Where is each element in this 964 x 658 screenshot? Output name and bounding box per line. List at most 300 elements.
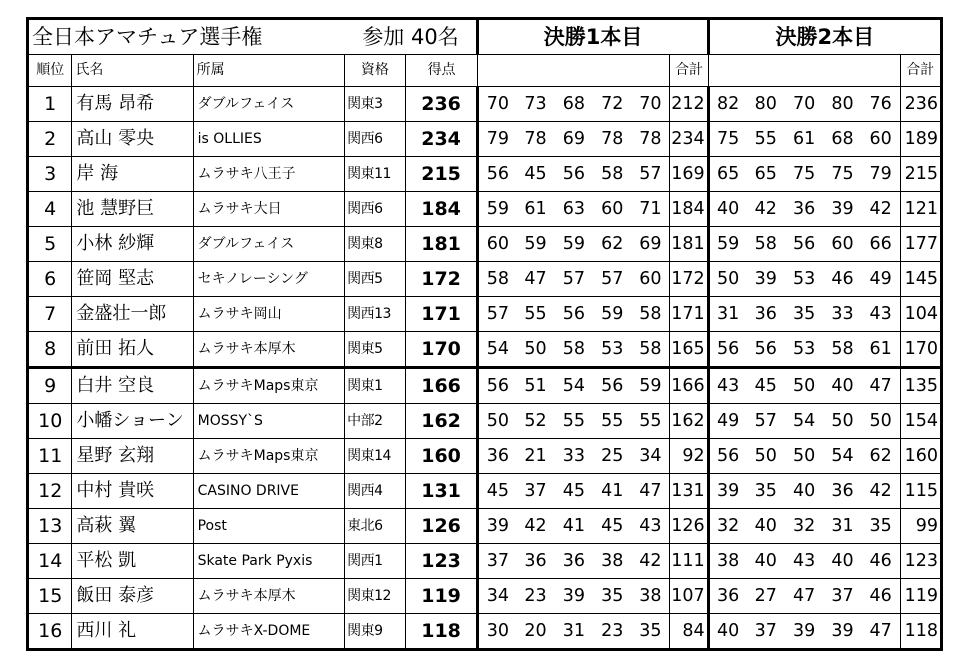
final-score: 181 <box>405 227 478 262</box>
team-name: ムラサキ本厚木 <box>193 579 345 614</box>
table-row <box>28 614 942 650</box>
rank-cell: 2 <box>28 122 72 157</box>
qualification: 中部2 <box>345 404 406 439</box>
run-score: 42 <box>862 192 900 227</box>
qualification: 関東8 <box>345 227 406 262</box>
qualification: 関東12 <box>345 579 406 614</box>
run-score: 56 <box>555 157 593 192</box>
table-row <box>28 404 942 439</box>
col-total-run1: 合計 <box>670 55 708 87</box>
team-name: ムラサキMaps東京 <box>193 439 345 474</box>
run-score: 39 <box>478 509 516 544</box>
run-score: 60 <box>631 262 669 297</box>
athlete-name: 西川 礼 <box>72 614 193 650</box>
run-score: 32 <box>708 509 746 544</box>
team-name: ムラサキ本厚木 <box>193 332 345 368</box>
run-score: 73 <box>516 87 554 122</box>
run-total: 212 <box>670 87 708 122</box>
run-score: 75 <box>823 157 861 192</box>
run-score: 62 <box>862 439 900 474</box>
run-score: 78 <box>631 122 669 157</box>
run-score: 70 <box>631 87 669 122</box>
team-name: ダブルフェイス <box>193 227 345 262</box>
run-score: 59 <box>478 192 516 227</box>
run-score: 60 <box>823 227 861 262</box>
run-score: 54 <box>555 368 593 404</box>
rank-cell: 12 <box>28 474 72 509</box>
run-score: 23 <box>593 614 631 650</box>
run-score: 50 <box>785 368 823 404</box>
run-score: 80 <box>823 87 861 122</box>
table-row <box>28 544 942 579</box>
final-score: 123 <box>405 544 478 579</box>
run-score: 40 <box>823 544 861 579</box>
run-total: 121 <box>900 192 941 227</box>
run-score: 59 <box>555 227 593 262</box>
rank-cell: 3 <box>28 157 72 192</box>
athlete-name: 岸 海 <box>72 157 193 192</box>
qualification: 関西1 <box>345 544 406 579</box>
run-score: 45 <box>747 368 785 404</box>
run-score: 38 <box>631 579 669 614</box>
run-score: 59 <box>708 227 746 262</box>
run-score: 68 <box>823 122 861 157</box>
run-score: 37 <box>516 474 554 509</box>
qualification: 関東14 <box>345 439 406 474</box>
run-score: 33 <box>823 297 861 332</box>
run-score: 57 <box>631 157 669 192</box>
run-score: 55 <box>631 404 669 439</box>
run-score: 61 <box>862 332 900 368</box>
team-name: MOSSY`S <box>193 404 345 439</box>
run-score: 57 <box>593 262 631 297</box>
run-score: 55 <box>747 122 785 157</box>
run-total: 234 <box>670 122 708 157</box>
run-score: 43 <box>708 368 746 404</box>
run-score: 60 <box>862 122 900 157</box>
final-run2-header: 決勝2本目 <box>708 19 941 55</box>
run-score: 35 <box>747 474 785 509</box>
run-score: 32 <box>785 509 823 544</box>
run-total: 123 <box>900 544 941 579</box>
team-name: ムラサキMaps東京 <box>193 368 345 404</box>
run-score: 58 <box>478 262 516 297</box>
run-score: 43 <box>785 544 823 579</box>
run-score: 37 <box>478 544 516 579</box>
final-score: 236 <box>405 87 478 122</box>
run-total: 118 <box>900 614 941 650</box>
col-team: 所属 <box>193 55 345 87</box>
run-score: 49 <box>708 404 746 439</box>
final-score: 131 <box>405 474 478 509</box>
rank-cell: 11 <box>28 439 72 474</box>
run-score: 36 <box>785 192 823 227</box>
team-name: CASINO DRIVE <box>193 474 345 509</box>
run-score: 56 <box>478 368 516 404</box>
table-row <box>28 332 942 368</box>
run-total: 126 <box>670 509 708 544</box>
run-score: 31 <box>555 614 593 650</box>
qualification: 関西5 <box>345 262 406 297</box>
run-score: 58 <box>593 157 631 192</box>
table-row <box>28 474 942 509</box>
qualification: 関西6 <box>345 122 406 157</box>
team-name: Skate Park Pyxis <box>193 544 345 579</box>
qualification: 関西13 <box>345 297 406 332</box>
rank-cell: 4 <box>28 192 72 227</box>
team-name: ムラサキ大日 <box>193 192 345 227</box>
run-score: 35 <box>593 579 631 614</box>
run-score: 69 <box>555 122 593 157</box>
run-score: 60 <box>593 192 631 227</box>
run-score: 23 <box>516 579 554 614</box>
athlete-name: 笹岡 堅志 <box>72 262 193 297</box>
run-score: 39 <box>785 614 823 650</box>
run-score: 72 <box>593 87 631 122</box>
run-total: 160 <box>900 439 941 474</box>
run-score: 61 <box>516 192 554 227</box>
run-score: 46 <box>862 544 900 579</box>
run-score: 58 <box>747 227 785 262</box>
run-total: 84 <box>670 614 708 650</box>
final-score: 172 <box>405 262 478 297</box>
run-total: 189 <box>900 122 941 157</box>
athlete-name: 金盛壮一郎 <box>72 297 193 332</box>
run-score: 40 <box>823 368 861 404</box>
run-score: 50 <box>862 404 900 439</box>
run-total: 154 <box>900 404 941 439</box>
run-score: 47 <box>862 614 900 650</box>
table-row <box>28 579 942 614</box>
run-score: 56 <box>747 332 785 368</box>
run-score: 51 <box>516 368 554 404</box>
table-row <box>28 262 942 297</box>
athlete-name: 高萩 翼 <box>72 509 193 544</box>
run-score: 30 <box>478 614 516 650</box>
team-name: セキノレーシング <box>193 262 345 297</box>
run-total: 111 <box>670 544 708 579</box>
run-score: 43 <box>862 297 900 332</box>
run-score: 25 <box>593 439 631 474</box>
run-total: 169 <box>670 157 708 192</box>
run-score: 62 <box>593 227 631 262</box>
run-score: 39 <box>823 192 861 227</box>
run-score: 47 <box>862 368 900 404</box>
run-score: 69 <box>631 227 669 262</box>
run-score: 56 <box>478 157 516 192</box>
athlete-name: 平松 凱 <box>72 544 193 579</box>
run2-blank-header <box>708 55 900 87</box>
rank-cell: 5 <box>28 227 72 262</box>
run-score: 58 <box>631 297 669 332</box>
rank-cell: 9 <box>28 368 72 404</box>
athlete-name: 飯田 泰彦 <box>72 579 193 614</box>
table-row <box>28 439 942 474</box>
run-score: 61 <box>785 122 823 157</box>
athlete-name: 有馬 昂希 <box>72 87 193 122</box>
run-score: 57 <box>555 262 593 297</box>
run-total: 115 <box>900 474 941 509</box>
run-score: 56 <box>593 368 631 404</box>
qualification: 関東9 <box>345 614 406 650</box>
run-total: 215 <box>900 157 941 192</box>
final-score: 160 <box>405 439 478 474</box>
final-score: 126 <box>405 509 478 544</box>
run-score: 60 <box>478 227 516 262</box>
final-score: 118 <box>405 614 478 650</box>
run-total: 99 <box>900 509 941 544</box>
rank-cell: 10 <box>28 404 72 439</box>
run-total: 181 <box>670 227 708 262</box>
athlete-name: 高山 零央 <box>72 122 193 157</box>
rank-cell: 8 <box>28 332 72 368</box>
table-row <box>28 157 942 192</box>
run-score: 53 <box>785 262 823 297</box>
run-score: 55 <box>516 297 554 332</box>
run-score: 76 <box>862 87 900 122</box>
run-score: 46 <box>862 579 900 614</box>
run-score: 59 <box>631 368 669 404</box>
run-score: 58 <box>555 332 593 368</box>
run-score: 70 <box>478 87 516 122</box>
run-score: 63 <box>555 192 593 227</box>
run-total: 162 <box>670 404 708 439</box>
rank-cell: 7 <box>28 297 72 332</box>
table-row <box>28 227 942 262</box>
run-score: 66 <box>862 227 900 262</box>
run-score: 78 <box>516 122 554 157</box>
athlete-name: 星野 玄翔 <box>72 439 193 474</box>
run-score: 47 <box>785 579 823 614</box>
run-score: 39 <box>823 614 861 650</box>
run-score: 79 <box>862 157 900 192</box>
run-score: 71 <box>631 192 669 227</box>
run-score: 43 <box>631 509 669 544</box>
athlete-name: 前田 拓人 <box>72 332 193 368</box>
run-score: 45 <box>555 474 593 509</box>
col-total-run2: 合計 <box>900 55 941 87</box>
run-score: 53 <box>785 332 823 368</box>
col-rank: 順位 <box>28 55 72 87</box>
run-score: 54 <box>823 439 861 474</box>
final-run1-header: 決勝1本目 <box>478 19 708 55</box>
rank-cell: 14 <box>28 544 72 579</box>
run-score: 59 <box>593 297 631 332</box>
run-score: 31 <box>823 509 861 544</box>
run-score: 75 <box>708 122 746 157</box>
qualification: 関西6 <box>345 192 406 227</box>
run-score: 49 <box>862 262 900 297</box>
run-score: 82 <box>708 87 746 122</box>
rank-cell: 16 <box>28 614 72 650</box>
run-score: 35 <box>631 614 669 650</box>
results-body <box>28 87 942 650</box>
qualification: 関東3 <box>345 87 406 122</box>
final-score: 184 <box>405 192 478 227</box>
run-score: 21 <box>516 439 554 474</box>
team-name: ダブルフェイス <box>193 87 345 122</box>
run-total: 107 <box>670 579 708 614</box>
run-score: 38 <box>708 544 746 579</box>
run-score: 41 <box>593 474 631 509</box>
run-score: 37 <box>747 614 785 650</box>
run-score: 37 <box>823 579 861 614</box>
run-score: 45 <box>516 157 554 192</box>
run-score: 40 <box>747 509 785 544</box>
run-score: 80 <box>747 87 785 122</box>
run-score: 39 <box>708 474 746 509</box>
team-name: is OLLIES <box>193 122 345 157</box>
final-score: 170 <box>405 332 478 368</box>
athlete-name: 白井 空良 <box>72 368 193 404</box>
run-score: 36 <box>555 544 593 579</box>
run-score: 42 <box>516 509 554 544</box>
run-score: 50 <box>478 404 516 439</box>
run-score: 35 <box>785 297 823 332</box>
competition-title: 全日本アマチュア選手権 <box>28 19 345 55</box>
run-score: 56 <box>555 297 593 332</box>
run-score: 70 <box>785 87 823 122</box>
run-score: 45 <box>478 474 516 509</box>
run-total: 145 <box>900 262 941 297</box>
results-table <box>26 17 943 651</box>
rank-cell: 1 <box>28 87 72 122</box>
col-score: 得点 <box>405 55 478 87</box>
table-row <box>28 368 942 404</box>
athlete-name: 小林 紗輝 <box>72 227 193 262</box>
run-score: 46 <box>823 262 861 297</box>
run-score: 27 <box>747 579 785 614</box>
run-total: 172 <box>670 262 708 297</box>
run-score: 56 <box>708 439 746 474</box>
table-row <box>28 87 942 122</box>
team-name: ムラサキ八王子 <box>193 157 345 192</box>
run-score: 31 <box>708 297 746 332</box>
rank-cell: 13 <box>28 509 72 544</box>
run-total: 104 <box>900 297 941 332</box>
run-score: 54 <box>478 332 516 368</box>
run-score: 50 <box>747 439 785 474</box>
athlete-name: 中村 貴咲 <box>72 474 193 509</box>
run-total: 184 <box>670 192 708 227</box>
qualification: 関東5 <box>345 332 406 368</box>
run-score: 68 <box>555 87 593 122</box>
table-row <box>28 509 942 544</box>
run-total: 177 <box>900 227 941 262</box>
run-total: 92 <box>670 439 708 474</box>
run-score: 54 <box>785 404 823 439</box>
final-score: 234 <box>405 122 478 157</box>
run-total: 165 <box>670 332 708 368</box>
run-score: 50 <box>516 332 554 368</box>
run-score: 36 <box>823 474 861 509</box>
qualification: 東北6 <box>345 509 406 544</box>
run-score: 40 <box>785 474 823 509</box>
run-score: 40 <box>708 614 746 650</box>
run-score: 33 <box>555 439 593 474</box>
run-score: 42 <box>631 544 669 579</box>
run-total: 166 <box>670 368 708 404</box>
run-total: 119 <box>900 579 941 614</box>
run-score: 55 <box>593 404 631 439</box>
run-score: 79 <box>478 122 516 157</box>
run-score: 35 <box>862 509 900 544</box>
final-score: 166 <box>405 368 478 404</box>
run-score: 58 <box>823 332 861 368</box>
run-score: 34 <box>631 439 669 474</box>
run-total: 171 <box>670 297 708 332</box>
run-score: 58 <box>631 332 669 368</box>
athlete-name: 小幡ショーン <box>72 404 193 439</box>
run-score: 42 <box>862 474 900 509</box>
team-name: ムラサキ岡山 <box>193 297 345 332</box>
run-score: 75 <box>785 157 823 192</box>
run-score: 36 <box>747 297 785 332</box>
run-score: 39 <box>555 579 593 614</box>
run-score: 40 <box>747 544 785 579</box>
col-qual: 資格 <box>345 55 406 87</box>
run-total: 135 <box>900 368 941 404</box>
athlete-name: 池 慧野巨 <box>72 192 193 227</box>
run-score: 57 <box>478 297 516 332</box>
run-score: 47 <box>516 262 554 297</box>
run-score: 42 <box>747 192 785 227</box>
final-score: 215 <box>405 157 478 192</box>
team-name: ムラサキX-DOME <box>193 614 345 650</box>
qualification: 関東1 <box>345 368 406 404</box>
run-score: 50 <box>708 262 746 297</box>
table-row <box>28 192 942 227</box>
final-score: 119 <box>405 579 478 614</box>
run-score: 65 <box>747 157 785 192</box>
run-score: 56 <box>708 332 746 368</box>
rank-cell: 15 <box>28 579 72 614</box>
run-score: 20 <box>516 614 554 650</box>
qualification: 関西4 <box>345 474 406 509</box>
run-score: 59 <box>516 227 554 262</box>
run-score: 36 <box>478 439 516 474</box>
table-row <box>28 297 942 332</box>
qualification: 関東11 <box>345 157 406 192</box>
final-score: 162 <box>405 404 478 439</box>
run1-blank-header <box>478 55 670 87</box>
run-score: 47 <box>631 474 669 509</box>
run-total: 236 <box>900 87 941 122</box>
run-score: 36 <box>516 544 554 579</box>
run-score: 53 <box>593 332 631 368</box>
run-score: 38 <box>593 544 631 579</box>
run-score: 50 <box>785 439 823 474</box>
run-score: 41 <box>555 509 593 544</box>
run-score: 56 <box>785 227 823 262</box>
run-score: 45 <box>593 509 631 544</box>
run-score: 34 <box>478 579 516 614</box>
run-score: 40 <box>708 192 746 227</box>
run-total: 170 <box>900 332 941 368</box>
run-score: 57 <box>747 404 785 439</box>
run-score: 36 <box>708 579 746 614</box>
run-score: 52 <box>516 404 554 439</box>
run-score: 78 <box>593 122 631 157</box>
rank-cell: 6 <box>28 262 72 297</box>
run-score: 39 <box>747 262 785 297</box>
run-score: 50 <box>823 404 861 439</box>
team-name: Post <box>193 509 345 544</box>
table-row <box>28 122 942 157</box>
run-score: 55 <box>555 404 593 439</box>
participant-count: 参加 40名 <box>345 19 478 55</box>
run-total: 131 <box>670 474 708 509</box>
